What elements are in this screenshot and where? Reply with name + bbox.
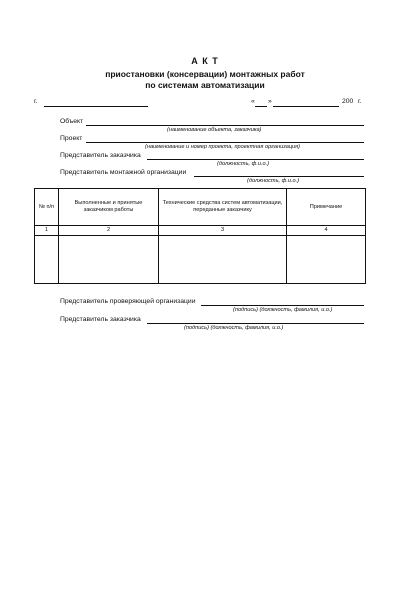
object-hint: (наименование объекта, заказчика) (167, 127, 262, 133)
table-number-row (35, 226, 366, 236)
col-number-3: 3 (159, 226, 287, 236)
inspecting-org-hint: (подпись) (должность, фамилия, и.о.) (233, 307, 333, 313)
col-header-equipment: Технические средства систем автоматизации, переданные заказчику (159, 189, 287, 226)
col-number-2: 2 (59, 226, 159, 236)
project-hint: (наименование и номер проекта, проектная организация) (145, 144, 300, 150)
project-field[interactable] (86, 142, 364, 143)
col-header-note: Примечание (287, 189, 366, 226)
inspecting-org-label: Представитель проверяющей организации (60, 298, 196, 305)
customer-rep-label: Представитель заказчика (60, 152, 141, 159)
table-cell[interactable] (287, 236, 366, 284)
customer-signature-label: Представитель заказчика (60, 316, 141, 323)
col-header-number: № п/п (35, 189, 59, 226)
city-field[interactable] (44, 106, 148, 107)
customer-rep-hint: (должность, ф.и.о.) (217, 161, 270, 167)
customer-signature-hint: (подпись) (должность, фамилия, и.о.) (184, 325, 284, 331)
date-quote-close: » (268, 98, 272, 105)
col-header-works: Выполненные и принятые заказчиком работы (59, 189, 159, 226)
project-label: Проект (60, 135, 83, 142)
date-year: 200 (342, 98, 354, 105)
document-title: А К Т (191, 56, 219, 66)
col-number-4: 4 (287, 226, 366, 236)
date-month-field[interactable] (273, 106, 339, 107)
inspecting-org-signature-field[interactable] (201, 305, 364, 306)
date-quote-open: « (251, 98, 255, 105)
col-number-1: 1 (35, 226, 59, 236)
table-row (35, 236, 366, 284)
install-org-label: Представитель монтажной организации (60, 169, 187, 176)
document-subtitle-line1: приостановки (консервации) монтажных работ (105, 69, 305, 79)
table-cell[interactable] (159, 236, 287, 284)
date-year-suffix: г. (358, 98, 362, 105)
customer-rep-field[interactable] (147, 159, 364, 160)
object-field[interactable] (86, 125, 364, 126)
city-prefix: г. (34, 98, 38, 105)
customer-signature-field[interactable] (147, 323, 364, 324)
table-cell[interactable] (35, 236, 59, 284)
document-subtitle-line2: по системам автоматизации (145, 80, 265, 90)
object-label: Объект (60, 118, 84, 125)
install-org-hint: (должность, ф.и.о.) (247, 178, 300, 184)
date-day-field[interactable] (255, 106, 267, 107)
table-cell[interactable] (59, 236, 159, 284)
table-header-row (35, 189, 366, 226)
works-table (34, 188, 366, 284)
install-org-field[interactable] (194, 176, 364, 177)
